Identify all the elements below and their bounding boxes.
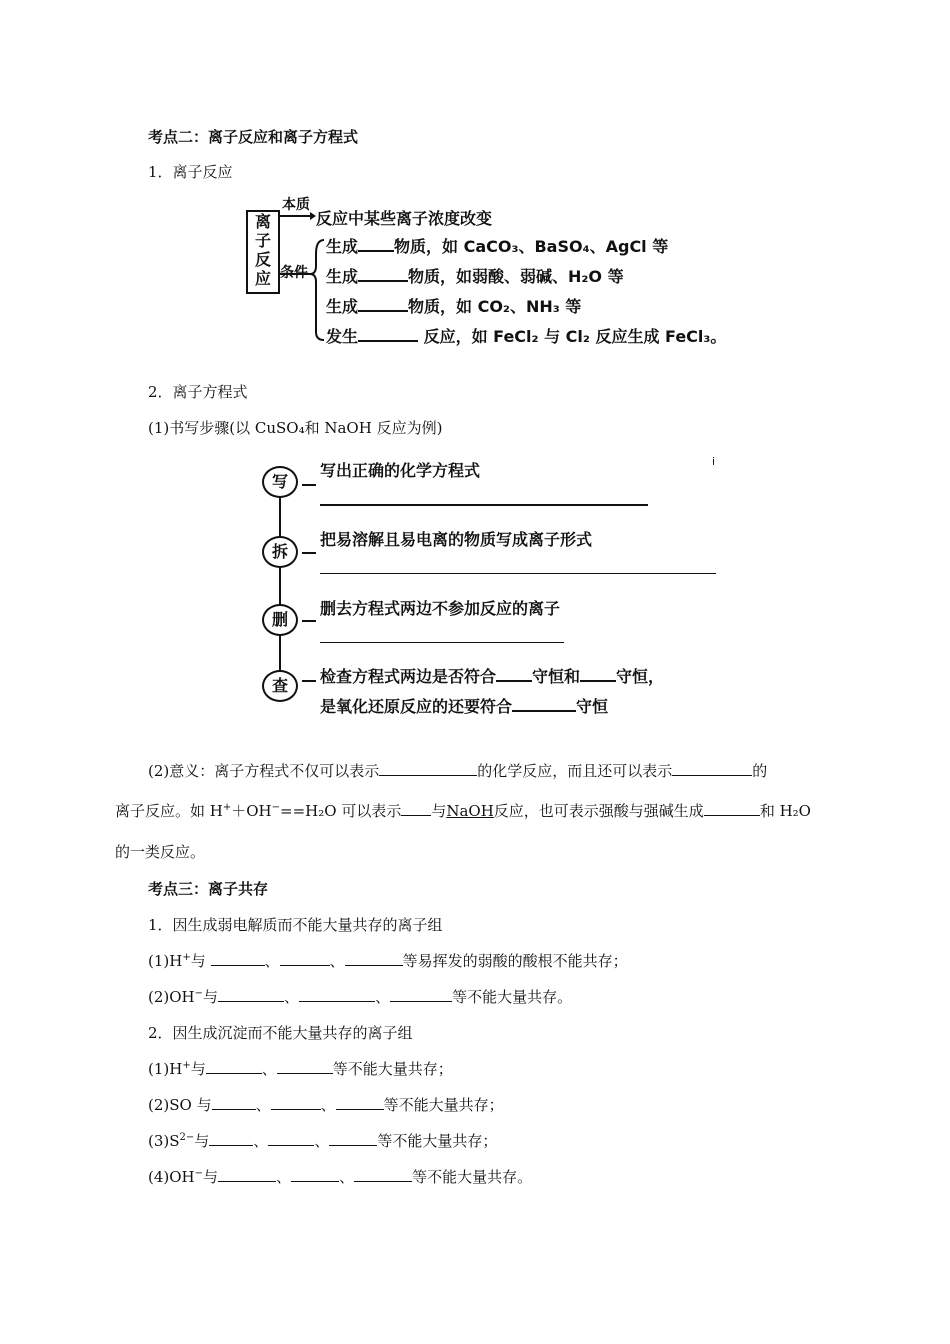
step-write-circle: 写 <box>262 466 298 498</box>
step-delete-answer-line <box>320 642 564 643</box>
step-write-text: 写出正确的化学方程式 <box>320 461 481 480</box>
condition-row-2: 生成 物质，如弱酸、弱碱、H₂O 等 <box>326 267 624 286</box>
step-split-circle: 拆 <box>262 536 298 568</box>
diagram-box-label: 离子反应 <box>246 210 280 294</box>
step-check-text-2: 是氧化还原反应的还要符合 守恒 <box>320 697 609 716</box>
precipitate-heading: 2．因生成沉淀而不能大量共存的离子组 <box>148 1024 413 1042</box>
writing-steps-diagram <box>262 452 732 722</box>
weak-electrolyte-item-2: (2)OH−与 、 、 等不能大量共存。 <box>148 988 573 1006</box>
condition-row-4: 发生 反应，如 FeCl₂ 与 Cl₂ 反应生成 FeCl₃。 <box>326 327 727 346</box>
essence-label: 本质 <box>282 197 310 213</box>
precipitate-item-2: (2)SO 与 、 、 等不能大量共存； <box>148 1096 504 1114</box>
weak-electrolyte-item-1: (1)H+与 、 、 等易挥发的弱酸的酸根不能共存； <box>148 952 628 970</box>
stray-mark: i <box>712 455 716 468</box>
step-delete-text: 删去方程式两边不参加反应的离子 <box>320 599 561 618</box>
step-split-text: 把易溶解且易电离的物质写成离子形式 <box>320 530 593 549</box>
condition-row-3: 生成 物质，如 CO₂、NH₃ 等 <box>326 297 582 316</box>
step-check-circle: 查 <box>262 670 298 702</box>
steps-vertical-line <box>279 472 281 697</box>
condition-label: 条件 <box>280 265 308 281</box>
step-delete-circle: 删 <box>262 604 298 636</box>
ionic-reaction-diagram <box>246 194 766 349</box>
section2-heading: 考点二：离子反应和离子方程式 <box>148 128 359 146</box>
precipitate-item-4: (4)OH−与 、 、 等不能大量共存。 <box>148 1168 533 1186</box>
meaning-line-1: (2)意义：离子方程式不仅可以表示 的化学反应，而且还可以表示 的 <box>148 762 768 780</box>
condition-row-1: 生成 物质，如 CaCO₃、BaSO₄、AgCl 等 <box>326 237 669 256</box>
meaning-line-3: 的一类反应。 <box>115 843 206 861</box>
precipitate-item-1: (1)H+与 、 等不能大量共存； <box>148 1060 453 1078</box>
precipitate-item-3: $(3)S^{2-}$与 、 、 等不能大量共存； <box>148 1132 498 1150</box>
subheading-ionic-equation: 2．离子方程式 <box>148 383 248 401</box>
step-write-answer-line <box>320 504 648 506</box>
writing-steps-title: (1)书写步骤(以 CuSO₄和 NaOH 反应为例) <box>148 419 443 437</box>
meaning-line-2: 离子反应。如 H+＋OH−==H₂O 可以表示 与NaOH反应，也可表示强酸与强碱生成 和 H₂O <box>115 802 811 820</box>
step-check-text-1: 检查方程式两边是否符合 守恒和 守恒， <box>320 667 665 686</box>
step-split-answer-line <box>320 573 716 574</box>
essence-text: 反应中某些离子浓度改变 <box>316 209 493 228</box>
section3-heading: 考点三：离子共存 <box>148 880 269 898</box>
subheading-ionic-reaction: 1．离子反应 <box>148 163 233 181</box>
weak-electrolyte-heading: 1．因生成弱电解质而不能大量共存的离子组 <box>148 916 443 934</box>
